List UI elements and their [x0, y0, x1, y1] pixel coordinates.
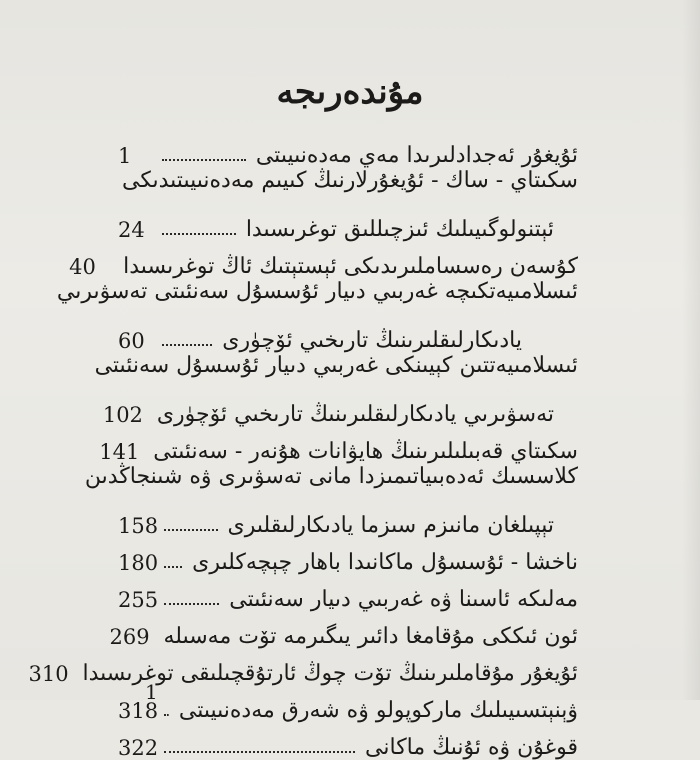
toc-entry	[118, 317, 578, 353]
toc-entry-title: كۇسەن رەسساملىرىدىكى ئېستېتىك ئاڭ توغرىسىدا	[123, 253, 578, 279]
toc-entry	[99, 428, 578, 464]
toc-entry-page: 1	[118, 143, 132, 168]
toc-entry	[102, 391, 578, 427]
toc-entry-page: 322	[118, 735, 159, 760]
toc-entry-title: ناخشا - ئۇسسۇل ماكانىدا باھار چېچەكلىرى	[192, 549, 578, 575]
toc-entry-title: ئون ئىككى مۇقامغا دائىر يىگىرمە تۆت مەسىلە	[163, 623, 578, 649]
toc-entry	[69, 243, 578, 279]
toc-entry	[118, 724, 578, 760]
toc-entry-page: 255	[118, 587, 159, 612]
page-number: 1	[145, 680, 158, 704]
toc-entry-title: تېپىلغان مانىزم سىزما يادىكارلىقلىرى	[227, 512, 554, 538]
toc-entry	[94, 353, 578, 390]
toc-entry-title: سكىتاي قەبىلىلىرىنىڭ ھايۋانات ھۇنەر - سەنئىتى	[153, 438, 578, 464]
toc-entry	[118, 539, 578, 575]
dot-leader	[164, 751, 355, 753]
toc-entry	[28, 650, 578, 686]
dot-leader	[164, 603, 219, 605]
toc-entry-title: مەلىكە ئاسىنا ۋە غەربىي دىيار سەنئىتى	[229, 586, 578, 612]
toc-entry-page: 310	[28, 661, 69, 686]
toc-entry-title: كلاسسىك ئەدەبىياتىمىزدا مانى تەسۋىرى ۋە شىنجاڭدىن	[84, 464, 578, 489]
toc-entry-title: ئىسلامىيەتكىچە غەربىي دىيار ئۇسسۇل سەنئىتى تەسۋىرىي	[56, 279, 578, 304]
toc-entry-title: ئۇيغۇر مۇقاملىرىنىڭ تۆت چوڭ ئارتۇقچىلىقى توغرىسىدا	[82, 660, 578, 686]
dot-leader	[162, 233, 236, 235]
toc-entry-page: 269	[109, 624, 150, 649]
toc-entry-page: 102	[102, 402, 143, 427]
toc-entry	[118, 687, 578, 723]
toc-entry-page: 60	[118, 328, 145, 353]
toc-entry-title: تەسۋىرىي يادىكارلىقلىرىنىڭ تارىخىي ئۆچۈرى	[156, 401, 554, 427]
toc-entry	[109, 613, 578, 649]
toc-entry	[118, 169, 578, 205]
toc-entry	[56, 279, 578, 316]
page-title: مۇندەرىجە	[276, 72, 424, 112]
toc-entry-title: قوغۇن ۋە ئۇنىڭ ماكانى	[365, 734, 578, 760]
toc-entry	[118, 132, 578, 168]
toc-entry-page: 24	[118, 217, 145, 242]
dot-leader	[162, 159, 246, 161]
toc-entry-page: 318	[118, 698, 159, 723]
toc-entry-title: ئىسلامىيەتتىن كېيىنكى غەربىي دىيار ئۇسسۇل سەنئىتى	[94, 353, 578, 378]
toc-entry	[118, 576, 578, 612]
dot-leader	[164, 529, 217, 531]
toc-entry-title: سكىتاي - ساك - ئۇيغۇرلارنىڭ كىيىم مەدەنىيىتىدىكى	[122, 168, 578, 193]
dot-leader	[164, 714, 169, 716]
toc-entry-title: ئېتنولوگىيىلىك ئىزچىللىق توغرىسىدا	[245, 216, 554, 242]
toc-entry	[118, 502, 578, 538]
toc-entry-page: 40	[69, 254, 96, 279]
toc-entry-page: 180	[118, 550, 159, 575]
toc-entry-title: ئۇيغۇر ئەجدادلىرىدا مەي مەدەنىيىتى	[255, 142, 578, 168]
toc-entry-page: 158	[118, 513, 159, 538]
toc-entry	[118, 206, 578, 242]
toc-entry-title: ۋېنېتسىيىلىك ماركوپولو ۋە شەرق مەدەنىيىتى	[178, 697, 578, 723]
toc-entry-page: 141	[99, 439, 140, 464]
dot-leader	[162, 344, 212, 346]
toc-entry-title: يادىكارلىقلىرىنىڭ تارىخىي ئۆچۈرى	[222, 327, 522, 353]
toc-entry	[84, 464, 578, 501]
table-of-contents	[28, 132, 578, 760]
dot-leader	[164, 566, 182, 568]
